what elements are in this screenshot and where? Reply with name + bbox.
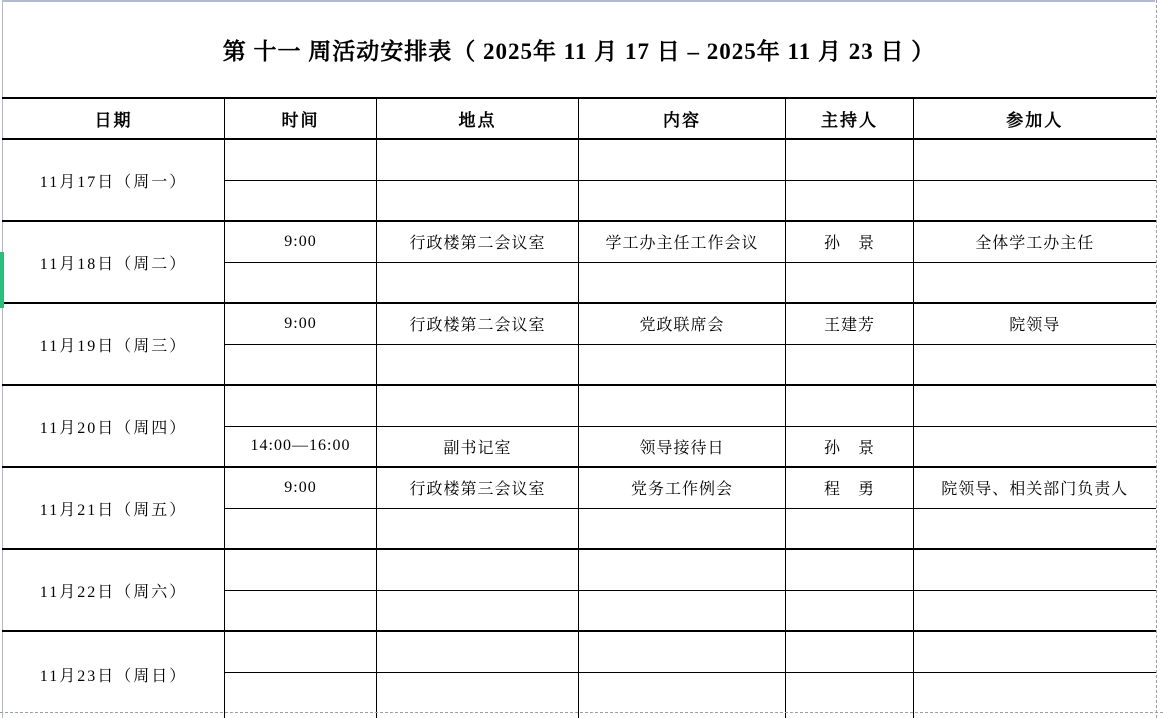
table-row bbox=[3, 631, 1156, 672]
column-header-participants: 参加人 bbox=[914, 98, 1156, 139]
cell-host[interactable] bbox=[786, 139, 914, 180]
column-header-host: 主持人 bbox=[786, 98, 914, 139]
cell-date[interactable]: 11月23日（周日） bbox=[3, 631, 225, 718]
cell-host[interactable] bbox=[786, 385, 914, 426]
cell-content[interactable]: 学工办主任工作会议 bbox=[579, 221, 786, 262]
cell-date[interactable]: 11月19日（周三） bbox=[3, 303, 225, 385]
cell-time[interactable] bbox=[225, 344, 377, 385]
table-row bbox=[3, 221, 1156, 262]
cell-location[interactable]: 副书记室 bbox=[377, 426, 579, 467]
cell-host[interactable] bbox=[786, 180, 914, 221]
cell-participants[interactable] bbox=[914, 590, 1156, 631]
cell-host[interactable]: 孙 景 bbox=[786, 426, 914, 467]
cell-host[interactable] bbox=[786, 344, 914, 385]
cell-time[interactable] bbox=[225, 590, 377, 631]
table-row bbox=[3, 549, 1156, 590]
cell-content[interactable] bbox=[579, 590, 786, 631]
cell-participants[interactable]: 全体学工办主任 bbox=[914, 221, 1156, 262]
cell-location[interactable] bbox=[377, 385, 579, 426]
cell-time[interactable]: 14:00—16:00 bbox=[225, 426, 377, 467]
column-header-time: 时间 bbox=[225, 98, 377, 139]
cell-participants[interactable] bbox=[914, 385, 1156, 426]
cell-location[interactable] bbox=[377, 180, 579, 221]
cell-date[interactable]: 11月18日（周二） bbox=[3, 221, 225, 303]
left-edge-green-marker bbox=[0, 252, 4, 308]
page-boundary-bottom-dashed-line bbox=[0, 712, 1163, 713]
cell-participants[interactable] bbox=[914, 180, 1156, 221]
cell-location[interactable] bbox=[377, 549, 579, 590]
cell-time[interactable] bbox=[225, 631, 377, 672]
table-row bbox=[3, 139, 1156, 180]
cell-host[interactable] bbox=[786, 508, 914, 549]
cell-participants[interactable]: 院领导、相关部门负责人 bbox=[914, 467, 1156, 508]
cell-location[interactable] bbox=[377, 344, 579, 385]
page-boundary-right-dashed-line bbox=[1156, 0, 1157, 718]
table-row bbox=[3, 303, 1156, 344]
cell-content[interactable]: 领导接待日 bbox=[579, 426, 786, 467]
cell-location[interactable] bbox=[377, 139, 579, 180]
cell-content[interactable]: 党务工作例会 bbox=[579, 467, 786, 508]
cell-time[interactable] bbox=[225, 508, 377, 549]
cell-content[interactable] bbox=[579, 385, 786, 426]
table-row bbox=[3, 385, 1156, 426]
cell-location[interactable] bbox=[377, 508, 579, 549]
cell-time[interactable] bbox=[225, 549, 377, 590]
column-header-date: 日期 bbox=[3, 98, 225, 139]
cell-host[interactable] bbox=[786, 549, 914, 590]
column-header-content: 内容 bbox=[579, 98, 786, 139]
cell-content[interactable] bbox=[579, 549, 786, 590]
cell-time[interactable] bbox=[225, 385, 377, 426]
cell-date[interactable]: 11月17日（周一） bbox=[3, 139, 225, 221]
cell-time[interactable]: 9:00 bbox=[225, 303, 377, 344]
cell-host[interactable]: 王建芳 bbox=[786, 303, 914, 344]
cell-time[interactable]: 9:00 bbox=[225, 221, 377, 262]
cell-date[interactable]: 11月22日（周六） bbox=[3, 549, 225, 631]
cell-date[interactable]: 11月20日（周四） bbox=[3, 385, 225, 467]
cell-content[interactable]: 党政联席会 bbox=[579, 303, 786, 344]
cell-participants[interactable]: 院领导 bbox=[914, 303, 1156, 344]
cell-location[interactable] bbox=[377, 631, 579, 672]
cell-host[interactable]: 程 勇 bbox=[786, 467, 914, 508]
cell-location[interactable]: 行政楼第二会议室 bbox=[377, 303, 579, 344]
column-header-location: 地点 bbox=[377, 98, 579, 139]
cell-host[interactable] bbox=[786, 262, 914, 303]
table-row bbox=[3, 467, 1156, 508]
cell-time[interactable] bbox=[225, 180, 377, 221]
cell-time[interactable]: 9:00 bbox=[225, 467, 377, 508]
cell-host[interactable]: 孙 景 bbox=[786, 221, 914, 262]
cell-time[interactable] bbox=[225, 262, 377, 303]
cell-location[interactable]: 行政楼第二会议室 bbox=[377, 221, 579, 262]
cell-host[interactable] bbox=[786, 631, 914, 672]
cell-content[interactable] bbox=[579, 508, 786, 549]
cell-participants[interactable] bbox=[914, 426, 1156, 467]
cell-location[interactable] bbox=[377, 590, 579, 631]
cell-participants[interactable] bbox=[914, 549, 1156, 590]
cell-date[interactable]: 11月21日（周五） bbox=[3, 467, 225, 549]
cell-content[interactable] bbox=[579, 180, 786, 221]
schedule-table bbox=[2, 97, 1156, 718]
schedule-title-row bbox=[2, 0, 1155, 97]
cell-participants[interactable] bbox=[914, 139, 1156, 180]
cell-content[interactable] bbox=[579, 631, 786, 672]
cell-participants[interactable] bbox=[914, 508, 1156, 549]
cell-content[interactable] bbox=[579, 139, 786, 180]
cell-participants[interactable] bbox=[914, 262, 1156, 303]
cell-participants[interactable] bbox=[914, 631, 1156, 672]
cell-content[interactable] bbox=[579, 344, 786, 385]
page-title: 第 十一 周活动安排表（ 2025年 11 月 17 日 – 2025年 11 月 23 日 ） bbox=[222, 39, 936, 64]
cell-location[interactable]: 行政楼第三会议室 bbox=[377, 467, 579, 508]
cell-content[interactable] bbox=[579, 262, 786, 303]
cell-participants[interactable] bbox=[914, 344, 1156, 385]
cell-location[interactable] bbox=[377, 262, 579, 303]
cell-host[interactable] bbox=[786, 590, 914, 631]
header-row bbox=[3, 98, 1156, 139]
cell-time[interactable] bbox=[225, 139, 377, 180]
